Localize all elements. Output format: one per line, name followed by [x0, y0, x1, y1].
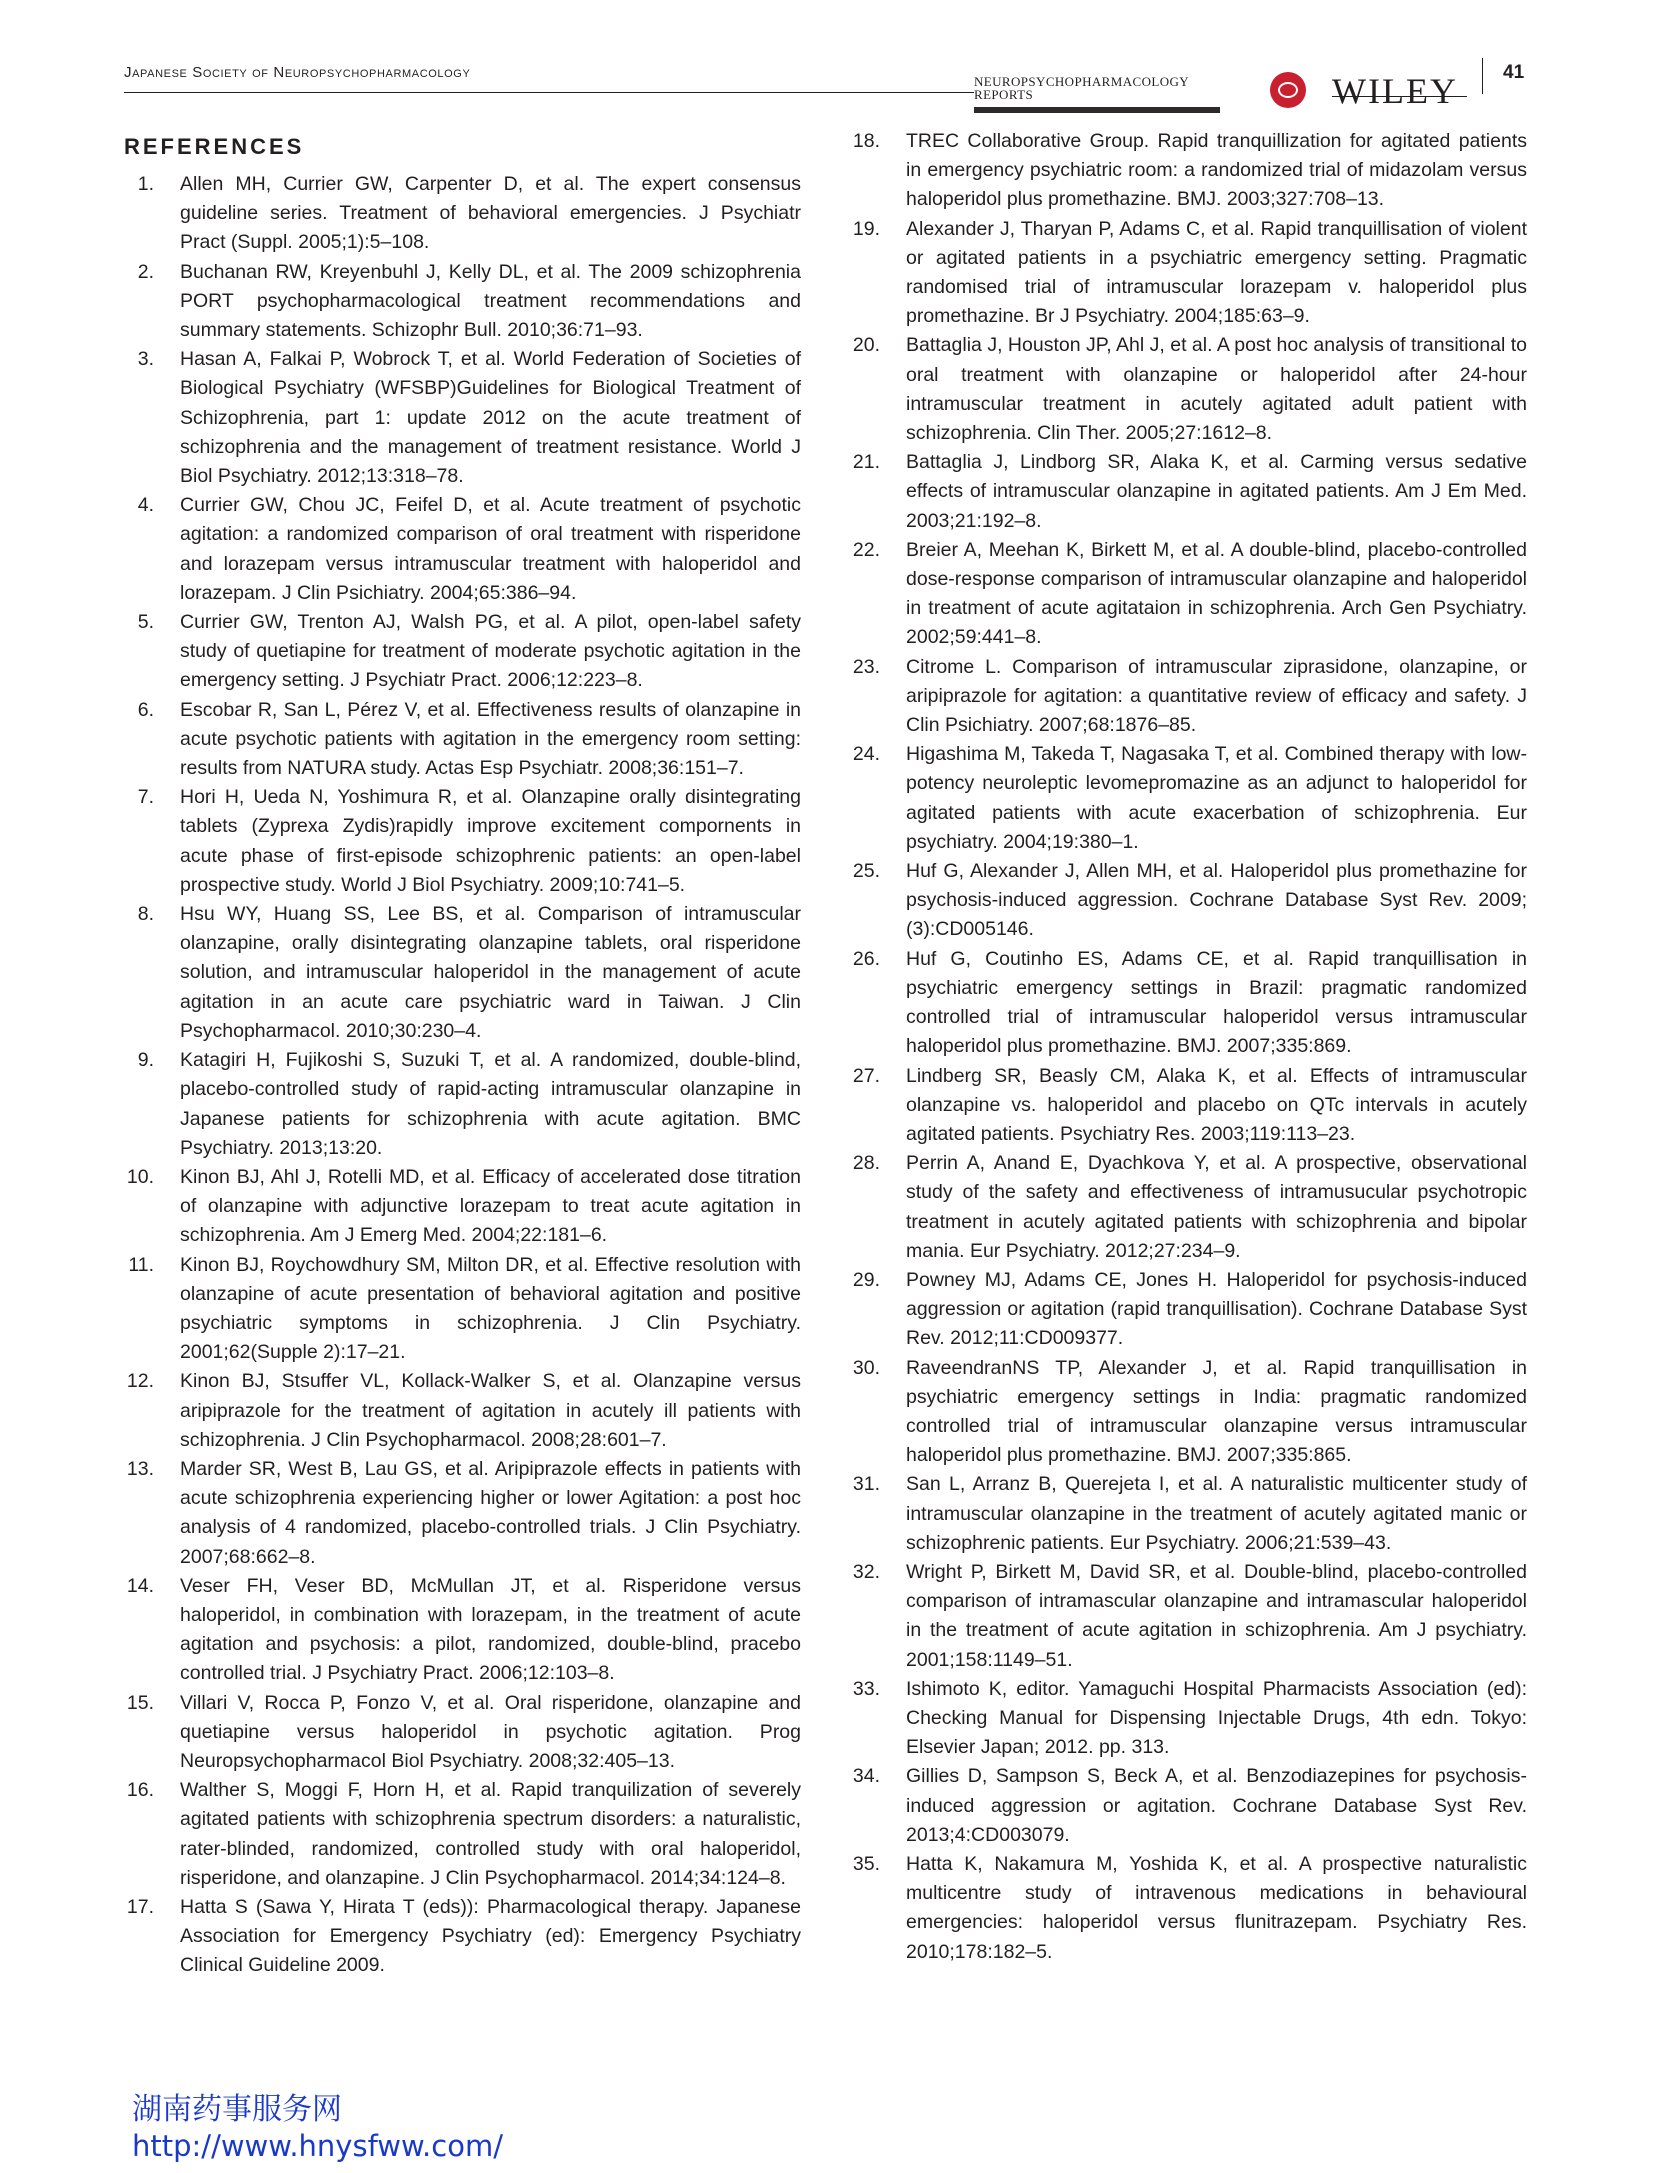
reference-text: Kinon BJ, Ahl J, Rotelli MD, et al. Efficacy of accelerated dose titration of olanzapine with adjunctive lorazepam to treat acute agitation in schizophrenia. Am J Emerg Med. 2004;22:181–6.	[180, 1165, 801, 1247]
reference-item	[850, 1850, 1527, 1967]
reference-number: 5.	[137, 611, 154, 634]
reference-item	[850, 1354, 1527, 1471]
reference-item	[850, 1675, 1527, 1763]
reference-number: 18.	[852, 130, 880, 152]
reference-item	[850, 215, 1527, 332]
reference-item	[124, 1455, 801, 1572]
reference-number: 16.	[126, 1779, 154, 1802]
reference-item	[850, 1149, 1527, 1266]
reference-item	[850, 1558, 1527, 1675]
reference-item	[850, 536, 1527, 653]
reference-item	[850, 1062, 1527, 1150]
reference-text: Buchanan RW, Kreyenbuhl J, Kelly DL, et al. The 2009 schizophrenia PORT psychopharmacological treatment recommendations and summary statements. Schizophr Bull. 2010;36:71–93.	[180, 260, 801, 342]
reference-number: 15.	[126, 1691, 154, 1714]
reference-item	[850, 740, 1527, 857]
reference-item	[124, 1776, 801, 1893]
reference-text: Wright P, Birkett M, David SR, et al. Double-blind, placebo-controlled comparison of intramascular olanzapine and intramascular haloperidol in the treatment of acute agitation in schizophrenia. Am J psychiatry. 2001;158:1149–51.	[906, 1560, 1527, 1671]
reference-text: Alexander J, Tharyan P, Adams C, et al. Rapid tranquillisation of violent or agitated patients in a psychiatric emergency setting. Pragmatic randomised trial of intramuscular lorazepam v. haloperidol plus promethazine. Br J Psychiatry. 2004;185:63–9.	[906, 217, 1527, 328]
reference-text: RaveendranNS TP, Alexander J, et al. Rapid tranquillisation in psychiatric emergency settings in India: pragmatic randomized controlled trial of intramuscular olanzapine versus intramuscular haloperidol plus promethazine. BMJ. 2007;335:865.	[906, 1356, 1527, 1467]
reference-item	[124, 491, 801, 608]
reference-item	[850, 331, 1527, 448]
reference-item	[124, 608, 801, 696]
reference-text: Higashima M, Takeda T, Nagasaka T, et al. Combined therapy with low-potency neuroleptic levomepromazine as an adjunct to haloperidol for agitated patients with acute exacerbation of schizophrenia. Eur psychiatry. 2004;19:380–1.	[906, 743, 1527, 853]
reference-number: 3.	[137, 348, 154, 371]
reference-number: 27.	[852, 1064, 880, 1087]
reference-number: 24.	[852, 743, 880, 766]
reference-text: Walther S, Moggi F, Horn H, et al. Rapid tranquilization of severely agitated patients with schizophrenia spectrum disorders: a naturalistic, rater-blinded, randomized, controlled study with oral haloperidol, risperidone, and olanzapine. J Clin Psychopharmacol. 2014;34:124–8.	[180, 1779, 801, 1889]
reference-item	[850, 1266, 1527, 1354]
reference-number: 32.	[852, 1560, 880, 1583]
reference-item	[124, 783, 801, 900]
reference-text: Kinon BJ, Roychowdhury SM, Milton DR, et al. Effective resolution with olanzapine of acute presentation of behavioral agitation and positive psychiatric symptoms in schizophrenia. J Clin Psychiatry. 2001;62(Supple 2):17–21.	[180, 1253, 801, 1364]
reference-number: 8.	[137, 903, 154, 926]
reference-number: 23.	[852, 655, 880, 678]
references-list-left	[124, 170, 801, 1981]
reference-text: Citrome L. Comparison of intramuscular ziprasidone, olanzapine, or aripiprazole for agitation: a quantitative review of efficacy and safety. J Clin Psichiatry. 2007;68:1876–85.	[906, 655, 1527, 737]
reference-text: Huf G, Alexander J, Allen MH, et al. Haloperidol plus promethazine for psychosis-induced aggression. Cochrane Database Syst Rev. 2009;(3):CD005146.	[906, 860, 1527, 941]
reference-text: Hasan A, Falkai P, Wobrock T, et al. World Federation of Societies of Biological Psychiatry (WFSBP)Guidelines for Biological Treatment of Schizophrenia, part 1: update 2012 on the acute treatment of schizophrenia and the management of treatment resistance. World J Biol Psychiatry. 2012;13:318–78.	[180, 348, 801, 488]
reference-number: 2.	[137, 260, 154, 283]
publisher-logo: WILEY	[1332, 71, 1458, 111]
reference-item	[124, 1572, 801, 1689]
reference-text: Perrin A, Anand E, Dyachkova Y, et al. A prospective, observational study of the safety and effectiveness of intramusucular psychotropic treatment in acutely agitated patients with schizophrenia and bipolar mania. Eur Psychiatry. 2012;27:234–9.	[906, 1152, 1527, 1262]
journal-logo-icon	[1270, 72, 1306, 108]
reference-item	[124, 1251, 801, 1368]
watermark	[132, 2092, 503, 2164]
reference-text: Hatta S (Sawa Y, Hirata T (eds)): Pharmacological therapy. Japanese Association for Emergency Psychiatry (ed): Emergency Psychiatry Clinical Guideline 2009.	[180, 1895, 801, 1977]
reference-number: 35.	[852, 1852, 880, 1875]
reference-number: 13.	[126, 1457, 154, 1480]
reference-item	[850, 857, 1527, 945]
reference-number: 34.	[852, 1765, 880, 1788]
page-number: 41	[1503, 62, 1525, 83]
reference-text: Huf G, Coutinho ES, Adams CE, et al. Rapid tranquillisation in psychiatric emergency settings in Brazil: pragmatic randomized controlled trial of intramuscular haloperidol versus intramuscular haloperidol plus promethazine. BMJ. 2007;335:869.	[906, 947, 1527, 1058]
reference-text: Ishimoto K, editor. Yamaguchi Hospital Pharmacists Association (ed): Checking Manual for Dispensing Injectable Drugs, 4th edn. Tokyo: Elsevier Japan; 2012. pp. 313.	[906, 1677, 1527, 1759]
header-rule	[124, 92, 974, 93]
watermark-site-name: 湖南药事服务网	[132, 2092, 342, 2127]
reference-number: 12.	[126, 1370, 154, 1393]
reference-number: 11.	[128, 1253, 154, 1276]
reference-text: Battaglia J, Lindborg SR, Alaka K, et al. Carming versus sedative effects of intramuscular olanzapine in agitated patients. Am J Em Med. 2003;21:192–8.	[906, 451, 1527, 532]
reference-text: Hsu WY, Huang SS, Lee BS, et al. Comparison of intramuscular olanzapine, orally disintegrating olanzapine tablets, oral risperidone solution, and intramuscular haloperidol in the management of acute agitation in an acute care psychiatric ward in Taiwan. J Clin Psychopharmacol. 2010;30:230–4.	[180, 903, 801, 1042]
page-number-divider	[1482, 58, 1483, 94]
reference-item	[124, 1893, 801, 1981]
reference-number: 10.	[126, 1165, 154, 1188]
reference-item	[850, 1470, 1527, 1558]
reference-text: Hatta K, Nakamura M, Yoshida K, et al. A prospective naturalistic multicentre study of intravenous medications in behavioural emergencies: haloperidol versus flunitrazepam. Psychiatry Res. 2010;178:182–5.	[906, 1852, 1527, 1963]
reference-number: 19.	[852, 217, 880, 240]
reference-number: 31.	[852, 1473, 880, 1496]
reference-number: 30.	[852, 1356, 880, 1379]
reference-item	[850, 1762, 1527, 1850]
reference-text: Veser FH, Veser BD, McMullan JT, et al. Risperidone versus haloperidol, in combination with lorazepam, in the treatment of acute agitation and psychosis: a pilot, randomized, double-blind, pracebo controlled trial. J Psychiatry Pract. 2006;12:103–8.	[180, 1574, 801, 1685]
reference-text: Lindberg SR, Beasly CM, Alaka K, et al. Effects of intramuscular olanzapine vs. haloperidol and placebo on QTc intervals in acutely agitated patients. Psychiatry Res. 2003;119:113–23.	[906, 1064, 1527, 1145]
reference-text: Marder SR, West B, Lau GS, et al. Aripiprazole effects in patients with acute schizophrenia experiencing higher or lower Agitation: a post hoc analysis of 4 randomized, placebo-controlled trials. J Clin Psychiatry. 2007;68:662–8.	[180, 1457, 801, 1568]
running-head-society: Japanese Society of Neuropsychopharmacology	[124, 64, 471, 81]
watermark-url[interactable]: http://www.hnysfww.com/	[132, 2129, 503, 2163]
reference-number: 26.	[852, 947, 880, 970]
reference-text: Currier GW, Chou JC, Feifel D, et al. Acute treatment of psychotic agitation: a randomized comparison of oral treatment with risperidone and lorazepam versus intramuscular treatment with haloperidol and lorazepam. J Clin Psichiatry. 2004;65:386–94.	[180, 494, 801, 604]
reference-item	[850, 448, 1527, 536]
reference-item	[124, 696, 801, 784]
reference-number: 7.	[137, 786, 154, 809]
reference-item	[124, 258, 801, 346]
reference-number: 14.	[126, 1574, 154, 1597]
reference-number: 1.	[137, 173, 154, 195]
reference-text: Powney MJ, Adams CE, Jones H. Haloperidol for psychosis-induced aggression or agitation (rapid tranquillisation). Cochrane Database Syst Rev. 2012;11:CD009377.	[906, 1268, 1527, 1350]
reference-item	[124, 345, 801, 491]
reference-number: 9.	[137, 1049, 154, 1072]
reference-text: Escobar R, San L, Pérez V, et al. Effectiveness results of olanzapine in acute psychotic patients with agitation in the emergency room setting: results from NATURA study. Actas Esp Psychiatr. 2008;36:151–7.	[180, 698, 801, 780]
journal-name: NEUROPSYCHOPHARMACOLOGY REPORTS	[974, 74, 1189, 102]
reference-item	[124, 1689, 801, 1777]
reference-number: 25.	[852, 860, 880, 883]
reference-item	[124, 1046, 801, 1163]
reference-item	[850, 945, 1527, 1062]
reference-number: 33.	[852, 1677, 880, 1700]
reference-text: Kinon BJ, Stsuffer VL, Kollack-Walker S, et al. Olanzapine versus aripiprazole for the treatment of agitation in acutely ill patients with schizophrenia. J Clin Psychopharmacol. 2008;28:601–7.	[180, 1370, 801, 1451]
reference-number: 4.	[137, 494, 154, 517]
reference-text: Currier GW, Trenton AJ, Walsh PG, et al. A pilot, open-label safety study of quetiapine for treatment of moderate psychotic agitation in the emergency setting. J Psychiatr Pract. 2006;12:223–8.	[180, 611, 801, 692]
reference-item	[124, 1367, 801, 1455]
reference-text: Villari V, Rocca P, Fonzo V, et al. Oral risperidone, olanzapine and quetiapine versus haloperidol in psychotic agitation. Prog Neuropsychopharmacol Biol Psychiatry. 2008;32:405–13.	[180, 1691, 801, 1772]
reference-text: TREC Collaborative Group. Rapid tranquillization for agitated patients in emergency psychiatric room: a randomized trial of midazolam versus haloperidol plus promethazine. BMJ. 2003;327:708–13.	[906, 130, 1527, 211]
reference-number: 29.	[852, 1268, 880, 1291]
reference-text: Hori H, Ueda N, Yoshimura R, et al. Olanzapine orally disintegrating tablets (Zyprexa Zydis)rapidly improve excitement compornents in acute phase of first-episode schizophrenic patients: an open-label prospective study. World J Biol Psychiatry. 2009;10:741–5.	[180, 786, 801, 896]
reference-number: 6.	[137, 698, 154, 721]
reference-text: Battaglia J, Houston JP, Ahl J, et al. A post hoc analysis of transitional to oral treatment with olanzapine or haloperidol after 24-hour intramuscular treatment in acutely agitated adult patient with schizophrenia. Clin Ther. 2005;27:1612–8.	[906, 334, 1527, 445]
reference-item	[850, 127, 1527, 215]
reference-number: 17.	[126, 1895, 154, 1918]
journal-badge	[974, 72, 1304, 112]
publisher-rule	[1332, 96, 1467, 97]
reference-item	[850, 653, 1527, 741]
reference-number: 20.	[852, 334, 880, 357]
reference-text: San L, Arranz B, Querejeta I, et al. A naturalistic multicenter study of intramuscular olanzapine in the treatment of acutely agitated manic or schizophrenic patients. Eur Psychiatry. 2006;21:539–43.	[906, 1473, 1527, 1554]
reference-number: 22.	[852, 538, 880, 561]
reference-text: Breier A, Meehan K, Birkett M, et al. A double-blind, placebo-controlled dose-response comparison of intramuscular olanzapine and haloperidol in treatment of acute agitataion in schizophrenia. Arch Gen Psychiatry. 2002;59:441–8.	[906, 538, 1527, 649]
references-list-right	[850, 127, 1527, 1967]
reference-item	[124, 170, 801, 258]
reference-item	[124, 1163, 801, 1251]
reference-text: Katagiri H, Fujikoshi S, Suzuki T, et al. A randomized, double-blind, placebo-controlled study of rapid-acting intramuscular olanzapine in Japanese patients for schizophrenia with acute agitation. BMC Psychiatry. 2013;13:20.	[180, 1049, 801, 1159]
reference-number: 21.	[852, 451, 880, 474]
reference-item	[124, 900, 801, 1046]
journal-badge-bar	[974, 107, 1220, 113]
references-heading: REFERENCES	[124, 134, 305, 159]
reference-text: Allen MH, Currier GW, Carpenter D, et al. The expert consensus guideline series. Treatment of behavioral emergencies. J Psychiatr Pract (Suppl. 2005;1):5–108.	[180, 173, 801, 254]
reference-number: 28.	[852, 1152, 880, 1175]
reference-text: Gillies D, Sampson S, Beck A, et al. Benzodiazepines for psychosis-induced aggression or agitation. Cochrane Database Syst Rev. 2013;4:CD003079.	[906, 1765, 1527, 1846]
